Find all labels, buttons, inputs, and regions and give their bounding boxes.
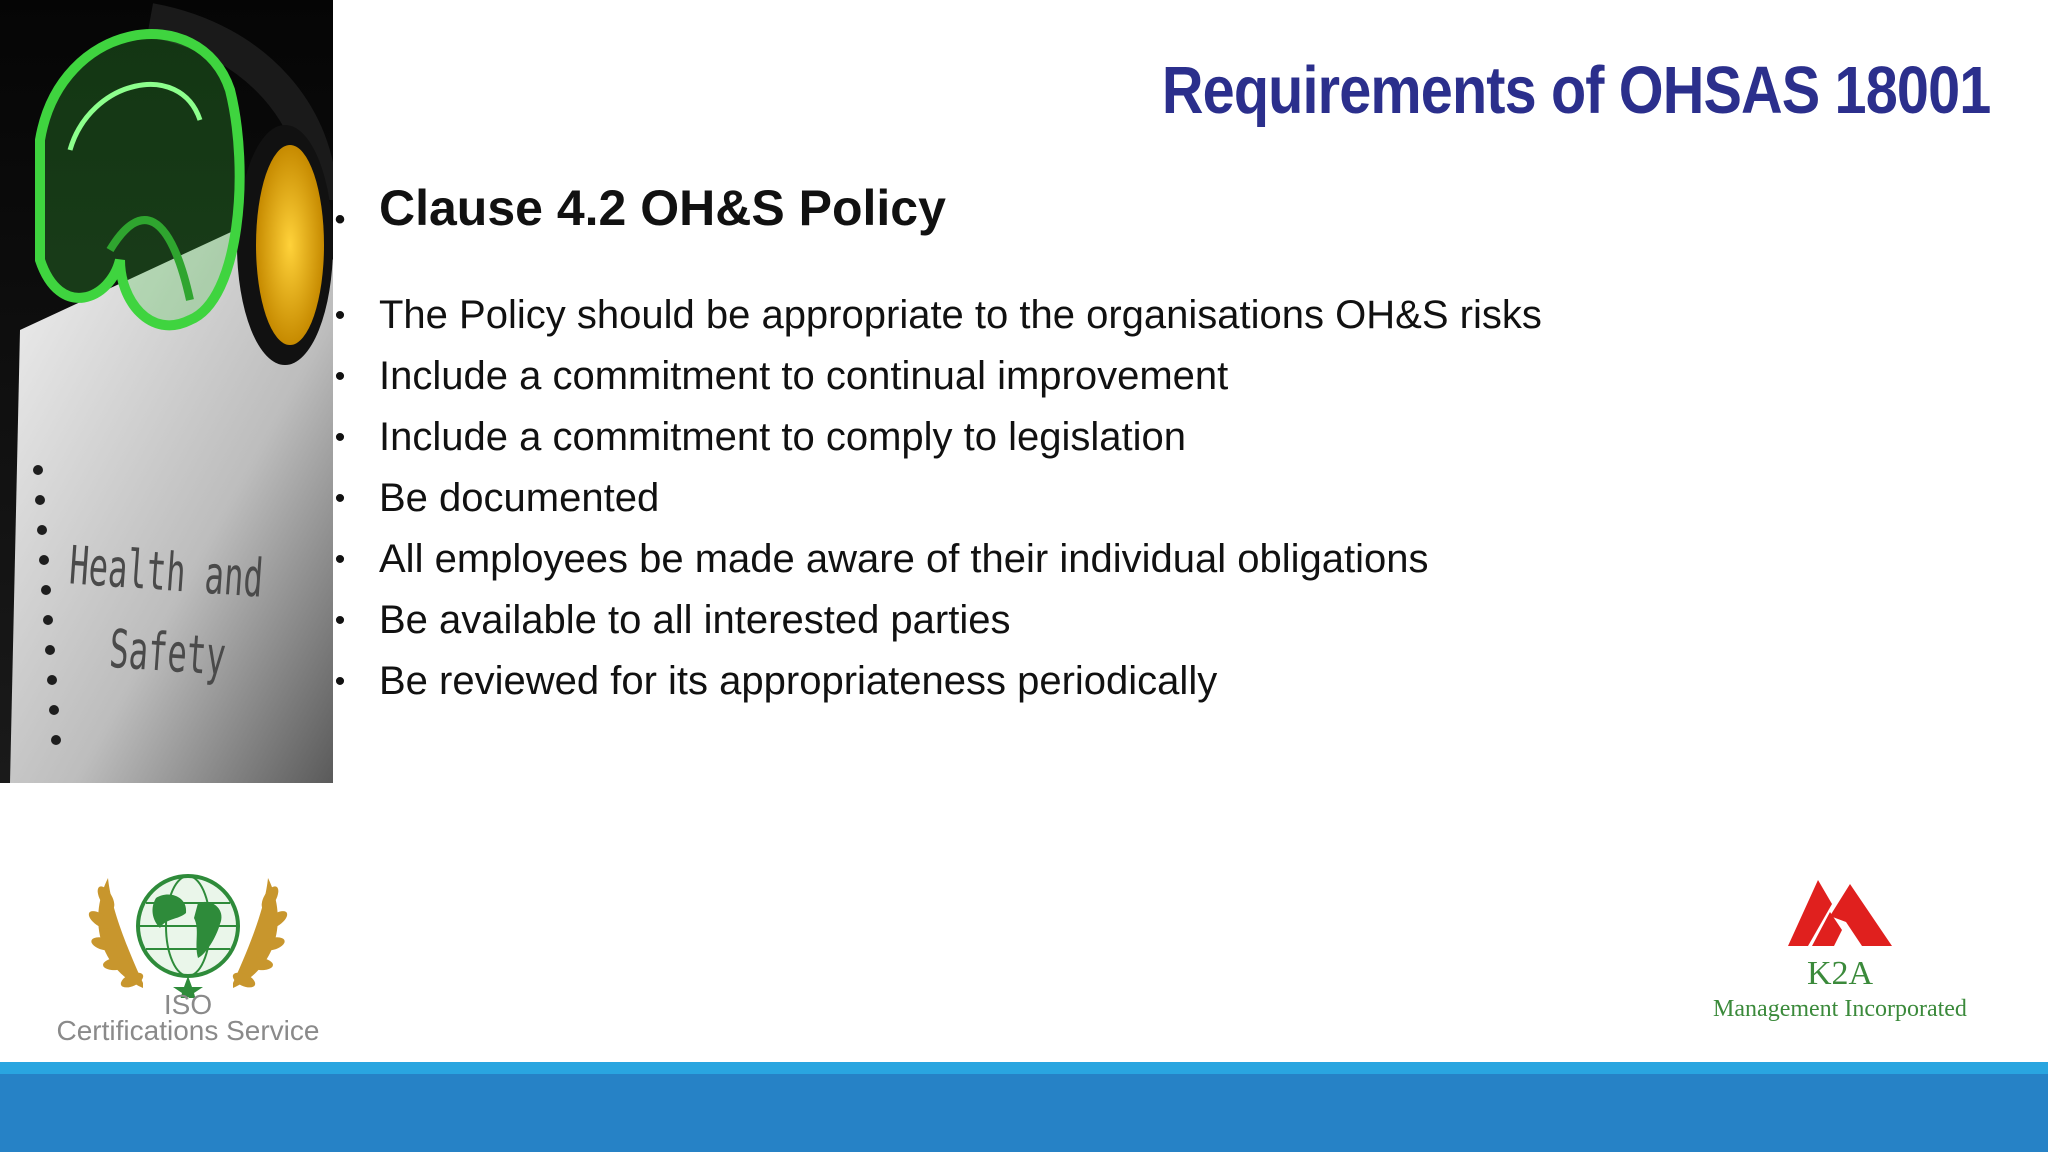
globe-icon: [138, 876, 238, 976]
bullet-dot: •: [334, 482, 346, 515]
bullet-dot: •: [334, 543, 346, 576]
bullet-text: Include a commitment to comply to legislation: [379, 415, 1187, 459]
bullet-text: All employees be made aware of their individual obligations: [379, 537, 1429, 581]
slide-title: Requirements of OHSAS 18001: [1161, 53, 1990, 128]
safety-photo: [0, 0, 333, 783]
bullet-text: The Policy should be appropriate to the organisations OH&S risks: [379, 293, 1542, 337]
bullet-text: Be reviewed for its appropriateness periodically: [379, 659, 1218, 703]
bullet-dot: •: [334, 665, 346, 698]
bullet-dot: •: [334, 299, 346, 332]
clause-heading-text: Clause 4.2 OH&S Policy: [379, 180, 946, 236]
bullet-item: [330, 412, 1630, 463]
footer-bar-light: [0, 1062, 2048, 1074]
clause-heading: [330, 170, 1630, 246]
k2a-name: K2A: [1806, 955, 1874, 992]
bullet-text: Include a commitment to continual improvement: [379, 354, 1229, 398]
bullet-item: [330, 534, 1630, 585]
slide-content: [330, 170, 1630, 717]
k2a-logo: [1680, 870, 2000, 1030]
sign-text-line1: Health and: [67, 535, 266, 611]
iso-logo-line1: ISO: [163, 989, 213, 1020]
bullet-item: [330, 290, 1630, 341]
bullet-item: [330, 595, 1630, 646]
bullet-item: [330, 473, 1630, 524]
footer-bar-dark: [0, 1074, 2048, 1152]
bullet-dot: •: [334, 360, 346, 393]
goggles: [40, 34, 240, 325]
bullet-dot: •: [334, 203, 346, 236]
bullet-text: Be documented: [379, 476, 660, 520]
bullet-item: [330, 351, 1630, 402]
iso-certifications-logo: [48, 858, 328, 1048]
sign-text-line2: Safety: [107, 618, 228, 689]
bullet-text: Be available to all interested parties: [379, 598, 1011, 642]
ear-defender-cup: [256, 145, 324, 345]
k2a-tagline: Management Incorporated: [1713, 996, 1967, 1022]
bullet-item: [330, 656, 1630, 707]
iso-logo-line2: Certifications Service: [56, 1015, 320, 1046]
bullet-dot: •: [334, 604, 346, 637]
k2a-mountain-icon: [1788, 880, 1892, 946]
bullet-dot: •: [334, 421, 346, 454]
